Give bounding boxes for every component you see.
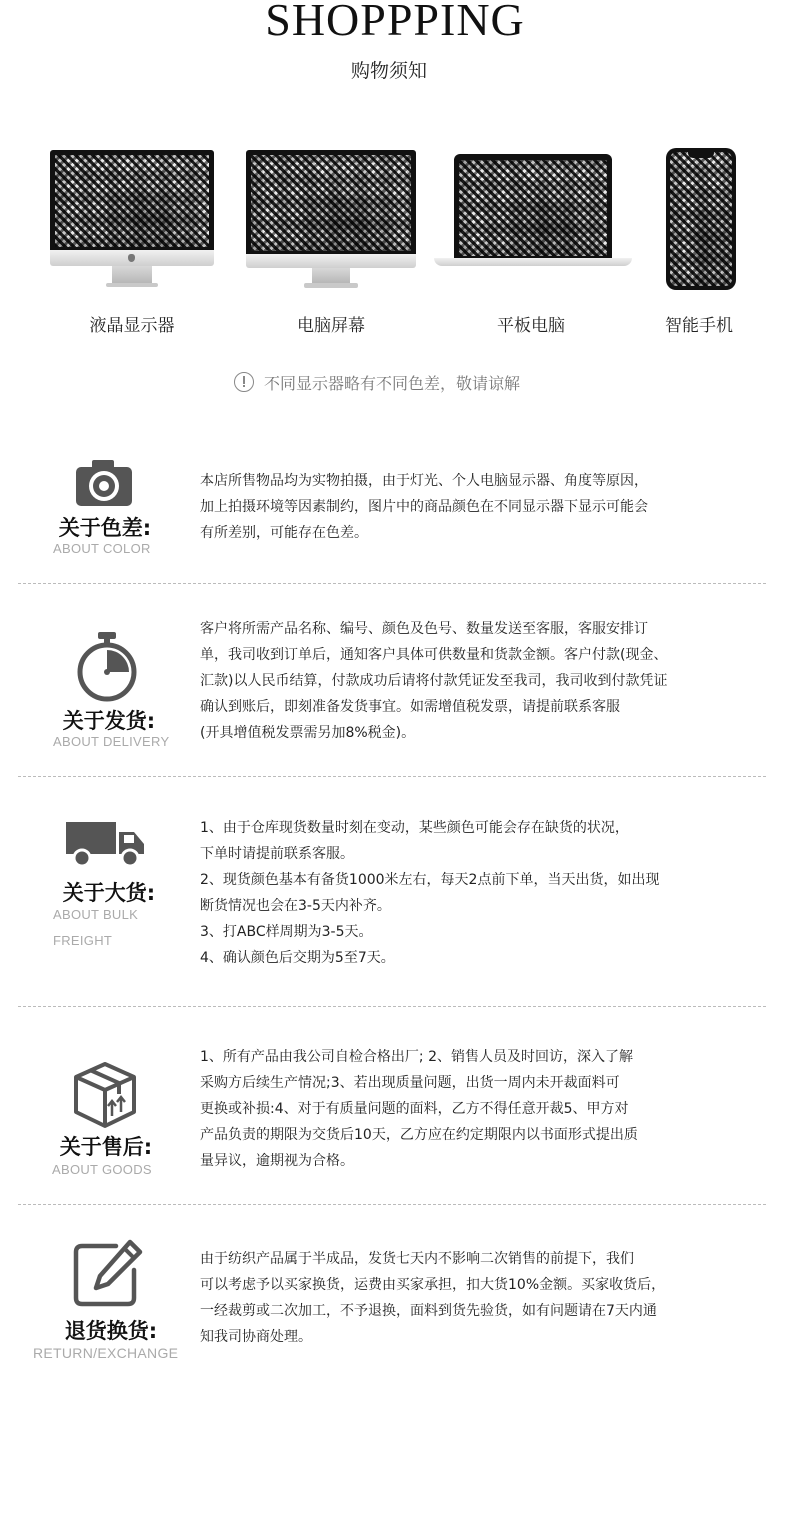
body-line: 单，我司收到订单后，通知客户具体可供数量和货款金额。客户付款(现金、 <box>200 647 668 663</box>
section-body-color <box>200 468 770 546</box>
section-body-return <box>200 1246 770 1350</box>
stopwatch-icon <box>74 630 140 702</box>
laptop-image <box>434 154 632 270</box>
body-line: 一经裁剪或二次加工，不予退换，面料到货先验货，如有问题请在7天内通 <box>200 1303 657 1319</box>
section-body-bulk <box>200 815 770 971</box>
body-line: 知我司协商处理。 <box>200 1329 312 1345</box>
smartphone-image <box>666 148 736 290</box>
section-heading-aftersales: 关于售后: <box>59 1135 153 1159</box>
body-line: 1、由于仓库现货数量时刻在变动，某些颜色可能会存在缺货的状况， <box>200 820 629 836</box>
device-label-tablet: 平板电脑 <box>497 316 565 336</box>
page-title: SHOPPPING <box>265 0 525 45</box>
body-line: (开具增值税发票需另加8%税金)。 <box>200 725 416 741</box>
color-notice: 不同显示器略有不同色差，敬请谅解 <box>264 374 521 393</box>
body-line: 有所差别，可能存在色差。 <box>200 525 368 541</box>
section-subheading-color: ABOUT COLOR <box>53 541 151 556</box>
body-line: 量异议，逾期视为合格。 <box>200 1153 354 1169</box>
body-line: 由于纺织产品属于半成品，发货七天内不影响二次销售的前提下，我们 <box>200 1251 634 1267</box>
section-divider <box>18 1006 766 1007</box>
section-subheading-delivery: ABOUT DELIVERY <box>53 734 170 749</box>
body-line: 本店所售物品均为实物拍摄，由于灯光、个人电脑显示器、角度等原因， <box>200 473 648 489</box>
section-subheading-aftersales: ABOUT GOODS <box>52 1162 152 1177</box>
body-line: 加上拍摄环境等因素制约，图片中的商品颜色在不同显示器下显示可能会 <box>200 499 648 515</box>
body-line: 2、现货颜色基本有备货1000米左右，每天2点前下单，当天出货，如出现 <box>200 872 660 888</box>
section-divider <box>18 776 766 777</box>
camera-icon <box>74 458 134 508</box>
section-divider <box>18 583 766 584</box>
section-heading-bulk: 关于大货: <box>62 881 156 905</box>
device-label-phone: 智能手机 <box>665 316 733 336</box>
body-line: 采购方后续生产情况;3、若出现质量问题，出货一周内未开裁面料可 <box>200 1075 620 1091</box>
section-body-aftersales <box>200 1044 770 1174</box>
body-line: 断货情况也会在3-5天内补齐。 <box>200 898 391 914</box>
body-line: 可以考虑予以买家换货，运费由买家承担，扣大货10%金额。买家收货后， <box>200 1277 666 1293</box>
device-label-lcd: 液晶显示器 <box>89 316 175 336</box>
body-line: 下单时请提前联系客服。 <box>200 846 354 862</box>
info-icon <box>234 372 254 392</box>
body-line: 产品负责的期限为交货后10天，乙方应在约定期限内以书面形式提出质 <box>200 1127 638 1143</box>
section-heading-color: 关于色差: <box>58 516 152 540</box>
truck-icon <box>64 818 146 868</box>
body-line: 客户将所需产品名称、编号、颜色及色号、数量发送至客服，客服安排订 <box>200 621 648 637</box>
body-line: 1、所有产品由我公司自检合格出厂; 2、销售人员及时回访，深入了解 <box>200 1049 633 1065</box>
body-line: 汇款)以人民币结算，付款成功后请将付款凭证发至我司，我司收到付款凭证 <box>200 673 668 689</box>
device-label-computer: 电脑屏幕 <box>297 316 365 336</box>
section-subheading-bulk: ABOUT BULK <box>53 907 139 922</box>
section-heading-delivery: 关于发货: <box>62 709 156 733</box>
page-subtitle: 购物须知 <box>350 60 427 82</box>
section-subheading-bulk-2: FREIGHT <box>53 933 113 948</box>
body-line: 更换或补损:4、对于有质量问题的面料，乙方不得任意开裁5、甲方对 <box>200 1101 629 1117</box>
body-line: 4、确认颜色后交期为5至7天。 <box>200 950 395 966</box>
edit-icon <box>72 1238 144 1310</box>
package-icon <box>72 1060 138 1130</box>
section-body-delivery <box>200 616 770 746</box>
lcd-monitor-image <box>50 150 214 290</box>
computer-screen-image <box>246 150 416 290</box>
section-divider <box>18 1204 766 1205</box>
body-line: 3、打ABC样周期为3-5天。 <box>200 924 373 940</box>
section-heading-return: 退货换货: <box>64 1319 158 1343</box>
body-line: 确认到账后，即刻准备发货事宜。如需增值税发票，请提前联系客服 <box>200 699 620 715</box>
section-subheading-return: RETURN/EXCHANGE <box>33 1345 179 1361</box>
